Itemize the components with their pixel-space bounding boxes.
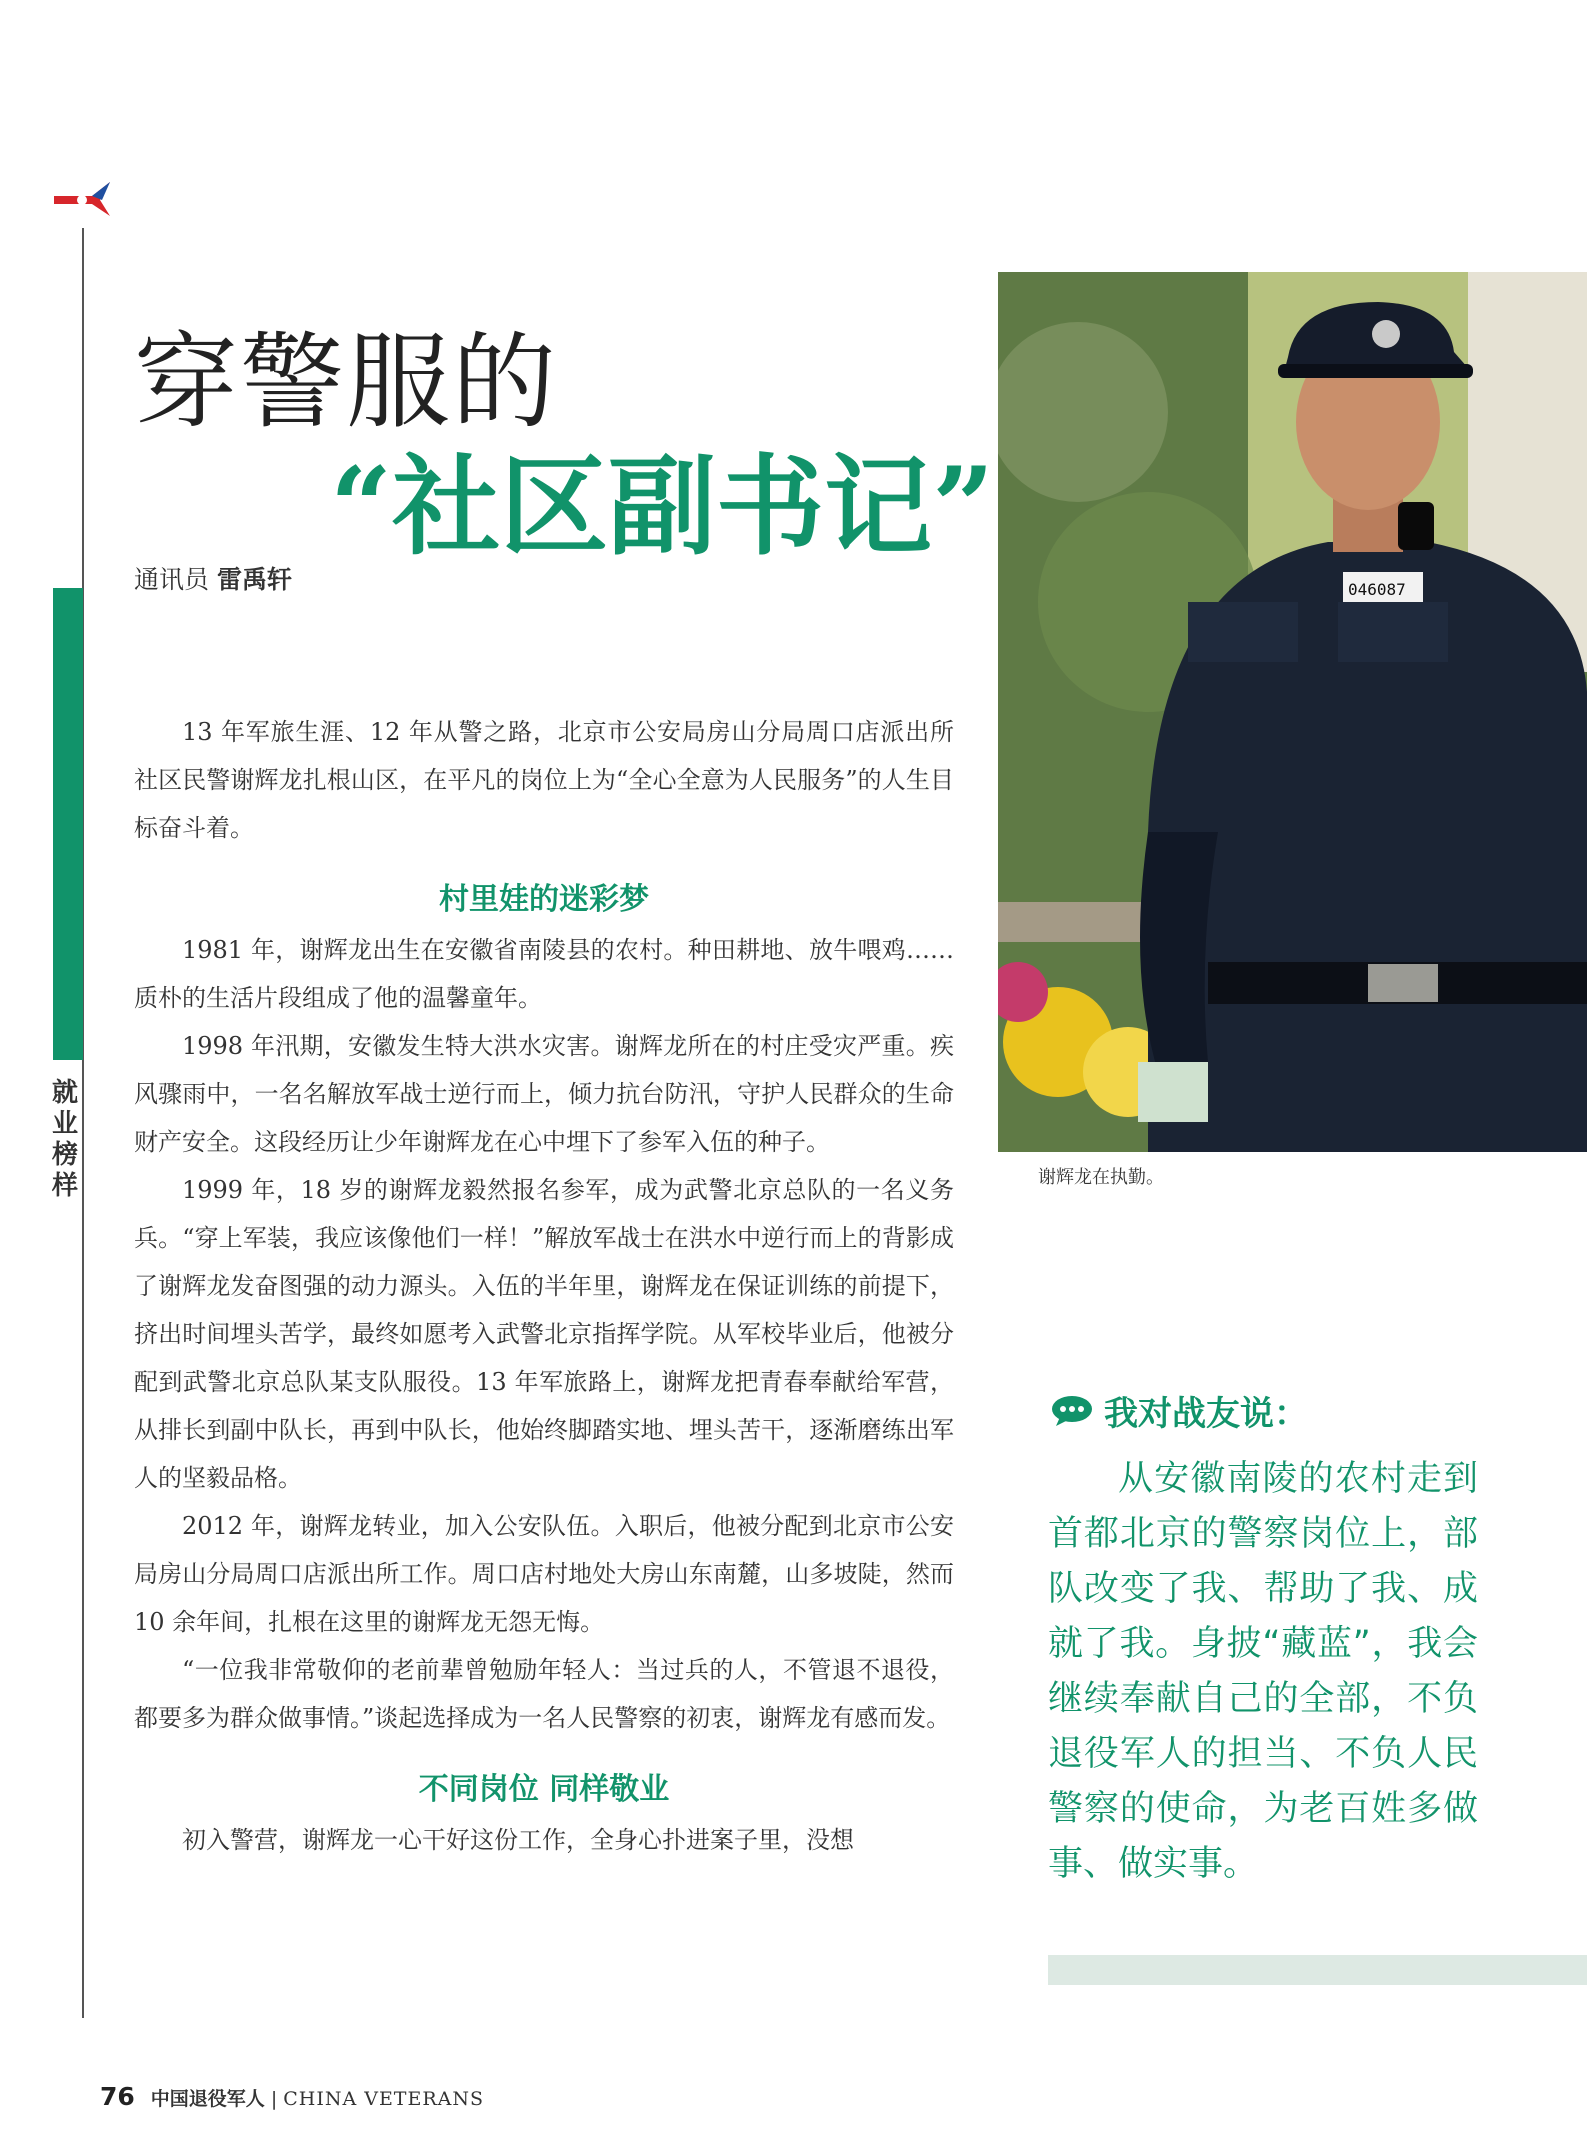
article-body <box>134 708 954 1864</box>
body-paragraph: 2012 年，谢辉龙转业，加入公安队伍。入职后，他被分配到北京市公安局房山分局周口店派出所工作。周口店村地处大房山东南麓，山多坡陡，然而 10 余年间，扎根在这里的谢辉龙无怨无悔。 <box>134 1512 954 1636</box>
officer-photo <box>998 272 1587 1152</box>
logo-dot <box>77 195 87 205</box>
info-card <box>1138 1062 1208 1122</box>
quote-heading <box>1050 1386 1308 1435</box>
bubble-dot <box>1060 1406 1066 1412</box>
body-paragraph: 1981 年，谢辉龙出生在安徽省南陵县的农村。种田耕地、放牛喂鸡……质朴的生活片段组成了他的温馨童年。 <box>134 936 954 1012</box>
intro-paragraph: 13 年军旅生涯、12 年从警之路，北京市公安局房山分局周口店派出所社区民警谢辉龙扎根山区，在平凡的岗位上为“全心全意为人民服务”的人生目标奋斗着。 <box>134 718 954 842</box>
article-title-line2: “社区副书记” <box>330 444 995 570</box>
body-paragraph: 1999 年，18 岁的谢辉龙毅然报名参军，成为武警北京总队的一名义务兵。“穿上军装，我应该像他们一样！”解放军战士在洪水中逆行而上的背影成了谢辉龙发奋图强的动力源头。入伍的半年里，谢辉龙在保证训练的前提下，挤出时间埋头苦学，最终如愿考入武警北京指挥学院。从军校毕业后，他被分配到武警北京总队某支队服役。13 年军旅路上，谢辉龙把青春奉献给军营，从排长到副中队长，再到中队长，他始终脚踏实地、埋头苦干，逐渐磨练出军人的坚毅品格。 <box>134 1176 954 1492</box>
byline-role: 通讯员 <box>134 565 210 594</box>
speech-bubble-icon <box>1050 1395 1094 1427</box>
byline <box>134 560 292 596</box>
quote-text: 从安徽南陵的农村走到首都北京的警察岗位上，部队改变了我、帮助了我、成就了我。身披“藏蓝”，我会继续奉献自己的全部，不负退役军人的担当、不负人民警察的使命，为老百姓多做事、做实事。 <box>1048 1459 1478 1884</box>
badge-number: 046087 <box>1348 580 1406 599</box>
quote-decor-bar <box>1048 1955 1587 1985</box>
chest-pocket <box>1188 602 1298 662</box>
cap-visor <box>1278 364 1473 378</box>
page-number: 76 <box>100 2082 135 2111</box>
cap-badge <box>1372 320 1400 348</box>
section2-heading: 不同岗位 同样敬业 <box>418 1772 670 1807</box>
byline-author: 雷禹轩 <box>216 565 292 594</box>
chest-pocket <box>1338 602 1448 662</box>
officer-illustration <box>998 272 1587 1152</box>
page-footer <box>100 2082 484 2111</box>
article-title-line1: 穿警服的 <box>134 321 559 443</box>
footer-separator: | <box>270 2088 278 2110</box>
body-paragraph: 1998 年汛期，安徽发生特大洪水灾害。谢辉龙所在的村庄受灾严重。疾风骤雨中，一名名解放军战士逆行而上，倾力抗台防汛，守护人民群众的生命财产安全。这段经历让少年谢辉龙在心中埋下了参军入伍的种子。 <box>134 1032 954 1156</box>
bubble-dot <box>1069 1406 1075 1412</box>
body-camera <box>1398 502 1434 550</box>
bubble-dot <box>1078 1406 1084 1412</box>
publication-name: 中国退役军人 <box>150 2088 265 2110</box>
magazine-logo-icon <box>52 180 114 220</box>
belt-buckle <box>1368 964 1438 1002</box>
publication-name-en: CHINA VETERANS <box>283 2088 485 2110</box>
body-paragraph: 初入警营，谢辉龙一心干好这份工作，全身心扑进案子里，没想 <box>182 1826 854 1854</box>
photo-caption: 谢辉龙在执勤。 <box>1038 1167 1164 1188</box>
section-color-bar <box>53 588 83 1060</box>
quote-heading-text: 我对战友说： <box>1104 1394 1308 1434</box>
margin-rule <box>82 228 84 2018</box>
section1-heading: 村里娃的迷彩梦 <box>439 882 649 917</box>
section-label: 就业榜样 <box>51 1078 78 1201</box>
body-paragraph: “一位我非常敬仰的老前辈曾勉励年轻人：当过兵的人，不管退不退役，都要多为群众做事情。”谈起选择成为一名人民警察的初衷，谢辉龙有感而发。 <box>134 1656 954 1732</box>
